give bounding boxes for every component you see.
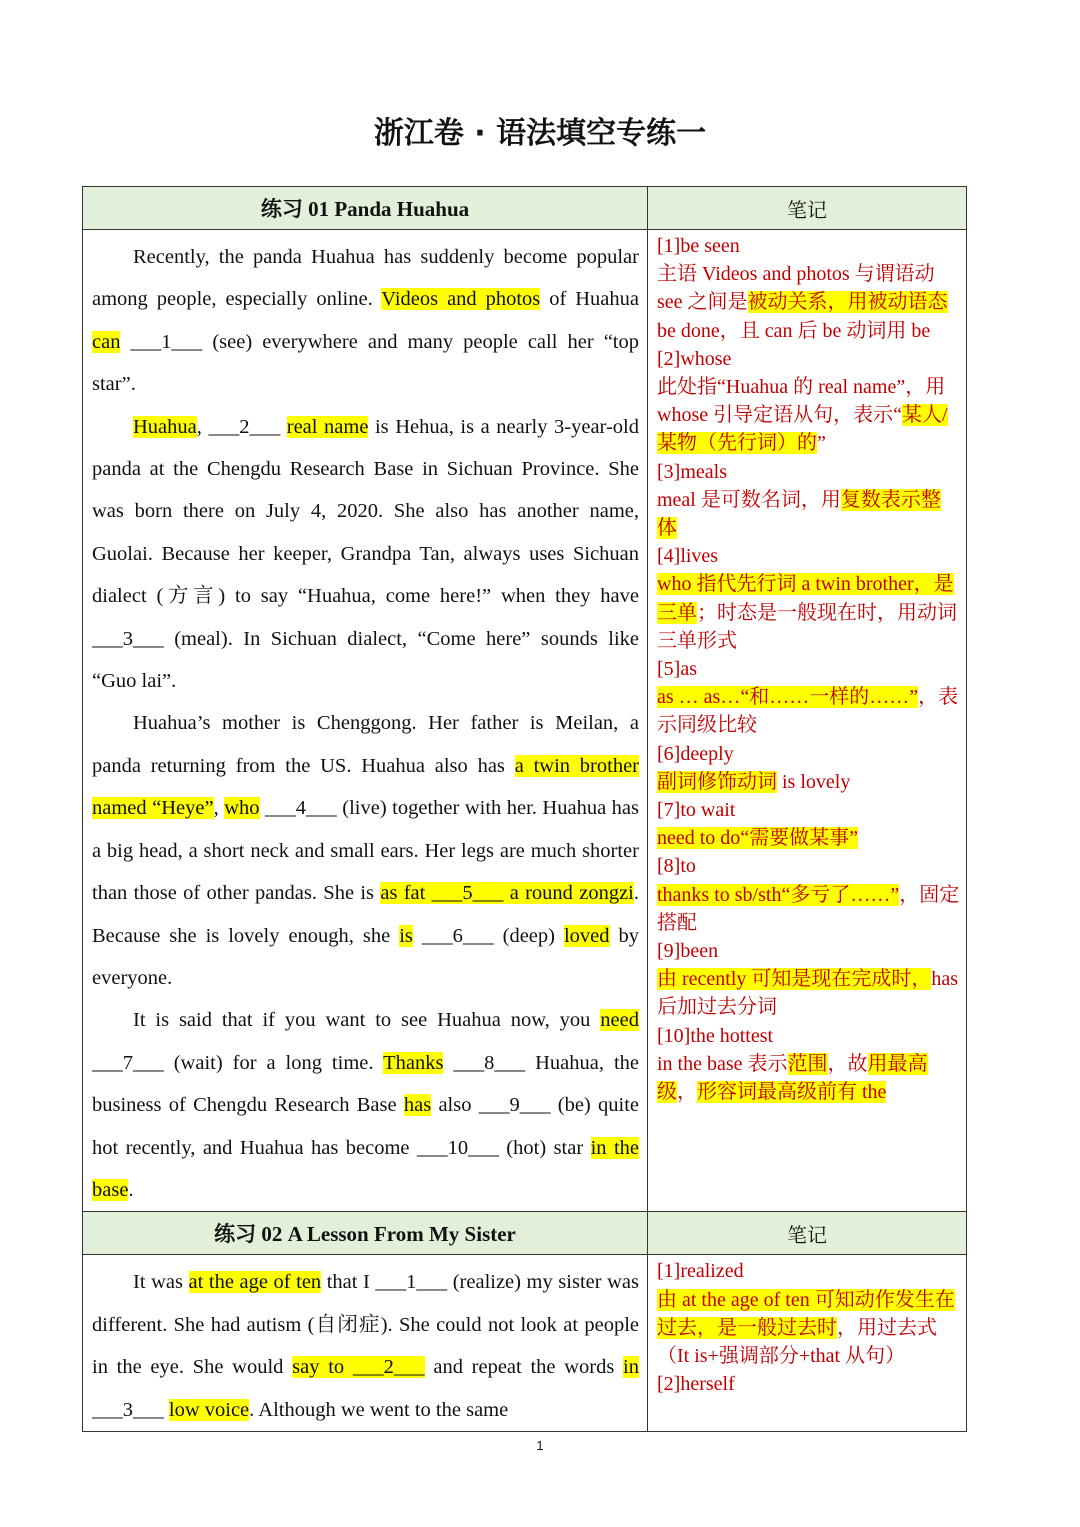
note-line xyxy=(657,768,960,796)
text-run: also ___9___ (be) quite hot recently, and Huahua has become ___10___ (hot) star xyxy=(92,1094,639,1159)
highlighted-text: thanks to sb/sth“多亏了……” xyxy=(657,883,900,906)
note-line xyxy=(657,458,960,486)
highlighted-text: say to ___2___ xyxy=(292,1356,425,1379)
exercise-2-header: 练习 02 A Lesson From My Sister xyxy=(83,1212,648,1255)
text-run: , xyxy=(213,797,225,820)
highlighted-text: loved xyxy=(563,924,610,947)
page-title: 浙江卷 · 语法填空专练一 xyxy=(373,116,707,151)
notes-2-header: 笔记 xyxy=(648,1212,967,1255)
highlighted-text: has xyxy=(403,1094,432,1117)
highlighted-text: as … as…“和……一样的……” xyxy=(657,686,919,709)
text-run: ” xyxy=(817,432,826,455)
text-run: [2]herself xyxy=(657,1373,735,1396)
highlighted-text: who 指代先行词 a twin brother，是三单 xyxy=(657,573,954,624)
text-run: ___1___ (see) everywhere and many people call her “top star”. xyxy=(92,330,639,396)
note-line xyxy=(657,824,960,852)
text-run: 此处指“Huahua 的 real name”，用 whose 引导定语从句，表示“ xyxy=(657,376,946,427)
note-line xyxy=(657,1286,960,1342)
highlighted-text: Huahua xyxy=(133,415,197,438)
text-run: ；时态是一般现在时，用动词三单形式 xyxy=(657,601,957,652)
passage-paragraph xyxy=(92,236,639,406)
passage-paragraph xyxy=(92,1261,639,1431)
highlighted-text: need to do“需要做某事” xyxy=(657,827,859,850)
note-line xyxy=(657,542,960,570)
note-line xyxy=(657,1342,960,1370)
note-line xyxy=(657,570,960,655)
text-run: [2]whose xyxy=(657,347,732,370)
note-line xyxy=(657,881,960,937)
note-line xyxy=(657,1370,960,1398)
highlighted-text: need xyxy=(600,1009,639,1032)
text-run: and repeat the words xyxy=(424,1356,624,1379)
text-run: Recently, the panda Huahua has suddenly become popular among people, especially online. xyxy=(92,246,639,311)
note-line xyxy=(657,740,960,768)
text-run: . xyxy=(128,1178,134,1201)
text-run: 主语 Videos and photos 与谓语动 see 之间是 xyxy=(657,263,935,314)
text-run: ___6___ (deep) xyxy=(412,924,564,947)
text-run: [10]the hottest xyxy=(657,1024,774,1047)
text-run: [1]be seen xyxy=(657,235,740,257)
highlighted-text: who xyxy=(224,797,260,820)
highlighted-text: 形容词最高级前有 the xyxy=(697,1081,887,1104)
note-line xyxy=(657,796,960,824)
text-run: is Hehua, is a nearly 3-year-old panda at the Chengdu Research Base in Sichuan Province. She was born there on July 4, 2020. She also has another name, Guolai. Because her keeper, Grandpa Tan, always uses Sichuan dialect (方言) to say “Huahua, come here!” when they have ___3___ (meal). In Sichuan dialect, “Come here” sounds like “Guo lai”. xyxy=(92,415,639,693)
text-run: that I ___1___ (realize) my sister was different. She had autism (自闭症). She could not look at people in the eye. She would xyxy=(92,1271,639,1379)
text-run: ___8___ Huahua, the business of Chengdu Research Base xyxy=(92,1051,639,1117)
highlighted-text: 由 at the age of ten 可知动作发生在过去，是一般过去时 xyxy=(657,1288,955,1339)
text-run: . Although we went to the same xyxy=(249,1398,509,1421)
text-run: ___3___ xyxy=(92,1398,169,1421)
note-line xyxy=(657,655,960,683)
text-run: by everyone. xyxy=(92,924,639,989)
text-run: in the base 表示 xyxy=(657,1052,788,1075)
text-run: It was xyxy=(133,1271,189,1294)
highlighted-text: in the base xyxy=(92,1136,639,1201)
exercise-1-header: 练习 01 Panda Huahua xyxy=(83,187,648,230)
note-line xyxy=(657,683,960,739)
highlighted-text: 由 recently 可知是现在完成时， xyxy=(657,968,932,991)
note-line xyxy=(657,373,960,458)
highlighted-text: in xyxy=(623,1356,639,1379)
highlighted-text: can xyxy=(92,330,121,353)
exercise-2-notes xyxy=(657,1257,960,1427)
exercise-1-notes xyxy=(648,230,967,1212)
text-run: ___4___ (live) together with her. Huahua has a big head, a short neck and small ears. Her legs are much shorter than those of other pandas. She is xyxy=(92,797,639,905)
highlighted-text: a twin brother named “Heye” xyxy=(92,754,639,820)
highlighted-text: 复数表示整体 xyxy=(657,488,941,540)
note-line xyxy=(657,852,960,880)
highlighted-text: real name xyxy=(286,415,369,438)
passage-paragraph xyxy=(92,702,639,999)
note-line xyxy=(657,345,960,373)
exercise-table xyxy=(82,186,967,1432)
text-run: [5]as xyxy=(657,658,697,681)
text-run: ，固定搭配 xyxy=(657,883,960,934)
text-run: has 后加过去分词 xyxy=(657,968,959,1019)
text-run: （It is+强调部分+that 从句） xyxy=(657,1344,906,1367)
text-run: [6]deeply xyxy=(657,742,734,765)
highlighted-text: Thanks xyxy=(383,1051,444,1074)
highlighted-text: low voice xyxy=(168,1398,250,1421)
text-run: [8]to xyxy=(657,855,696,878)
highlighted-text: 副词修饰动词 xyxy=(657,770,777,793)
text-run: [3]meals xyxy=(657,460,727,483)
text-run: [1]realized xyxy=(657,1260,744,1283)
note-line xyxy=(657,1050,960,1106)
note-line xyxy=(657,937,960,965)
note-line xyxy=(657,232,960,260)
text-run: . Because she is lovely enough, she xyxy=(92,882,639,947)
exercise-1-passage xyxy=(83,230,648,1212)
text-run: is lovely xyxy=(777,770,851,793)
text-run: It is said that if you want to see Huahua now, you xyxy=(133,1009,601,1032)
text-run: [7]to wait xyxy=(657,799,736,822)
text-run: Huahua’s mother is Chenggong. Her father is Meilan, a panda returning from the US. Huahua also has xyxy=(92,712,639,777)
text-run: ，表示同级比较 xyxy=(657,686,959,737)
text-run: of Huahua xyxy=(540,288,639,311)
highlighted-text: 范围 xyxy=(787,1052,828,1075)
text-run: [4]lives xyxy=(657,545,719,568)
exercise-2-notes-cell xyxy=(648,1255,967,1432)
text-run: ___7___ (wait) for a long time. xyxy=(92,1051,384,1074)
exercise-2-passage xyxy=(92,1261,639,1431)
note-line xyxy=(657,1022,960,1050)
text-run: [9]been xyxy=(657,940,719,963)
note-line xyxy=(657,486,960,542)
highlighted-text: 某人/某物（先行词）的 xyxy=(657,404,948,455)
highlighted-text: as fat ___5___ a round zongzi xyxy=(380,882,634,905)
page-number: 1 xyxy=(536,1438,544,1453)
text-run: ， xyxy=(677,1081,697,1104)
exercise-2-passage-cell xyxy=(83,1255,648,1432)
highlighted-text: is xyxy=(399,924,413,947)
highlighted-text: Videos and photos xyxy=(381,288,541,311)
text-run: ，用过去式 xyxy=(837,1316,937,1339)
highlighted-text: at the age of ten xyxy=(188,1271,322,1294)
note-line xyxy=(657,1257,960,1285)
note-line xyxy=(657,260,960,345)
passage-paragraph xyxy=(92,406,639,703)
text-run: be done，且 can 后 be 动词用 be xyxy=(657,319,931,342)
text-run: meal 是可数名词，用 xyxy=(657,488,841,511)
note-line xyxy=(657,965,960,1021)
passage-paragraph xyxy=(92,999,639,1211)
text-run: , ___2___ xyxy=(196,415,287,438)
text-run: ，故 xyxy=(827,1052,868,1075)
highlighted-text: 被动关系，用被动语态 xyxy=(747,291,948,314)
notes-1-header: 笔记 xyxy=(648,187,967,230)
highlighted-text: 用最高级 xyxy=(657,1052,928,1104)
